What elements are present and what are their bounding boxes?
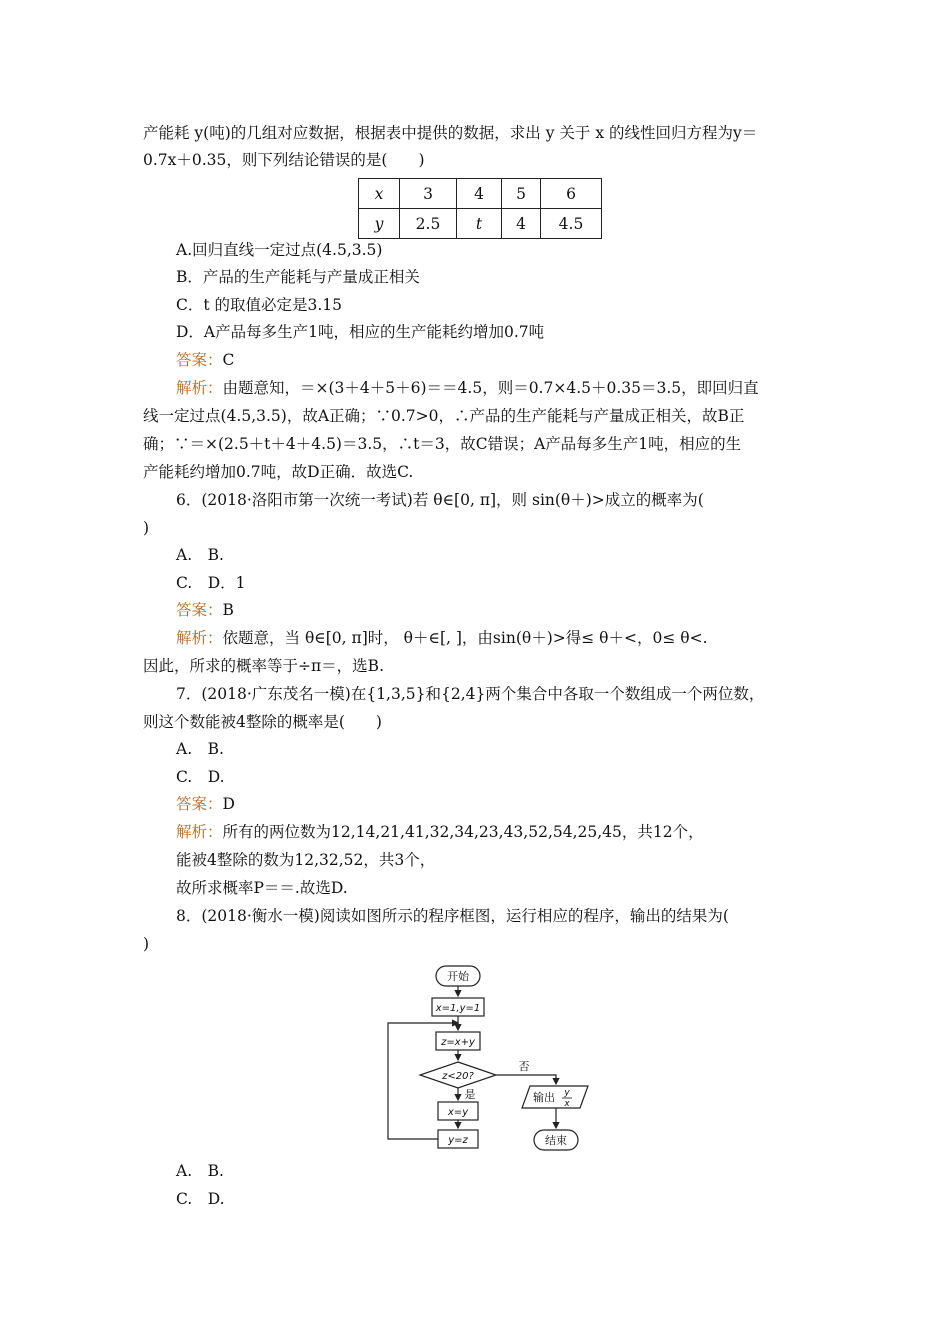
flow-output-prefix: 输出 (533, 1091, 555, 1104)
table-cell: 2.5 (400, 209, 457, 239)
q6-analysis-line2: 因此，所求的概率等于÷π＝，选B. (143, 657, 384, 675)
flow-assign-x-label: x=y (447, 1107, 469, 1118)
q8-stem-line2: ) (143, 935, 150, 953)
answer-label: 答案： (176, 601, 223, 619)
flow-output-box (522, 1086, 588, 1108)
q5-stem-line1: 产能耗 y(吨)的几组对应数据，根据表中提供的数据，求出 y 关于 x 的线性回归方程为y＝ (143, 124, 758, 142)
answer-label: 答案： (176, 795, 223, 813)
q5-option-b: B．产品的生产能耗与产量成正相关 (176, 268, 420, 286)
answer-label: 答案： (176, 351, 223, 369)
q5-stem-line2: 0.7x＋0.35，则下列结论错误的是( ) (143, 151, 425, 169)
flow-output-den: x (564, 1099, 570, 1109)
table-cell: 3 (400, 179, 457, 209)
q8-flowchart (384, 962, 624, 1162)
analysis-text: 所有的两位数为12,14,21,41,32,34,23,43,52,54,25,45，共12个， (222, 823, 704, 841)
q7-options-line2: C. D. (176, 768, 225, 786)
analysis-text: 依题意，当 θ∈[0, π]时， θ＋∈[, ]，由sin(θ＋)>得≤ θ＋<，0≤ θ<. (222, 629, 708, 647)
q7-options-line1: A. B. (176, 740, 224, 758)
flow-start-label: 开始 (447, 970, 469, 983)
q6-analysis-line1 (176, 627, 708, 649)
q6-options-line2: C. D．1 (176, 574, 246, 592)
flow-assign-z-label: z=x+y (441, 1037, 475, 1048)
q6-stem-line2: ) (143, 519, 150, 537)
table-cell: 4.5 (541, 209, 602, 239)
q6-options-line1: A. B. (176, 546, 224, 564)
q5-option-c: C．t 的取值必定是3.15 (176, 296, 343, 314)
flow-end-label: 结束 (545, 1134, 567, 1147)
q7-analysis-line1 (176, 821, 704, 843)
table-cell: y (359, 209, 400, 239)
q5-answer (176, 349, 234, 371)
q6-stem-line1: 6．(2018·洛阳市第一次统一考试)若 θ∈[0, π]，则 sin(θ＋)>成立的概率为( (176, 491, 704, 509)
q7-stem-line1: 7．(2018·广东茂名一模)在{1,3,5}和{2,4}两个集合中各取一个数组成一个两位数， (176, 685, 765, 703)
analysis-label: 解析： (176, 629, 223, 647)
q5-analysis-line1 (176, 377, 759, 399)
flow-yes-label: 是 (464, 1088, 476, 1101)
answer-value: D (222, 795, 235, 813)
q5-option-a: A.回归直线一定过点(4.5,3.5) (176, 241, 383, 259)
q7-answer (176, 793, 235, 815)
q5-analysis-line4: 产能耗约增加0.7吨，故D正确．故选C. (143, 463, 414, 481)
table-row-y (359, 209, 602, 239)
q7-analysis-line2: 能被4整除的数为12,32,52，共3个， (176, 851, 436, 869)
analysis-label: 解析： (176, 379, 223, 397)
q6-answer (176, 599, 234, 621)
flow-no-label: 否 (518, 1060, 530, 1073)
flow-condition-label: z<20? (442, 1071, 474, 1082)
table-row-x (359, 179, 602, 209)
q8-options-line2: C. D. (176, 1190, 225, 1208)
answer-value: B (222, 601, 234, 619)
q8-stem-line1: 8．(2018·衡水一模)阅读如图所示的程序框图，运行相应的程序，输出的结果为( (176, 907, 729, 925)
table-cell: 5 (502, 179, 541, 209)
q8-options-line1: A. B. (176, 1162, 224, 1180)
table-cell: x (359, 179, 400, 209)
flow-output-num: y (564, 1088, 570, 1098)
flow-init-label: x=1,y=1 (435, 1003, 481, 1014)
table-cell: 6 (541, 179, 602, 209)
q7-analysis-line3: 故所求概率P＝＝.故选D. (176, 879, 348, 897)
table-cell: t (457, 209, 502, 239)
q5-option-d: D．A产品每多生产1吨，相应的生产能耗约增加0.7吨 (176, 323, 545, 341)
table-cell: 4 (502, 209, 541, 239)
table-cell: 4 (457, 179, 502, 209)
flow-assign-y-label: y=z (448, 1135, 468, 1146)
analysis-label: 解析： (176, 823, 223, 841)
q7-stem-line2: 则这个数能被4整除的概率是( ) (143, 713, 382, 731)
q5-analysis-line3: 确；∵＝×(2.5＋t＋4＋4.5)＝3.5，∴t＝3，故C错误；A产品每多生产1吨，相应的生 (143, 435, 742, 453)
q5-data-table (358, 178, 602, 239)
answer-value: C (222, 351, 235, 369)
analysis-text: 由题意知，＝×(3＋4＋5＋6)＝＝4.5，则＝0.7×4.5＋0.35＝3.5，即回归直 (222, 379, 759, 397)
q5-analysis-line2: 线一定过点(4.5,3.5)，故A正确；∵0.7>0，∴产品的生产能耗与产量成正相关，故B正 (143, 407, 745, 425)
